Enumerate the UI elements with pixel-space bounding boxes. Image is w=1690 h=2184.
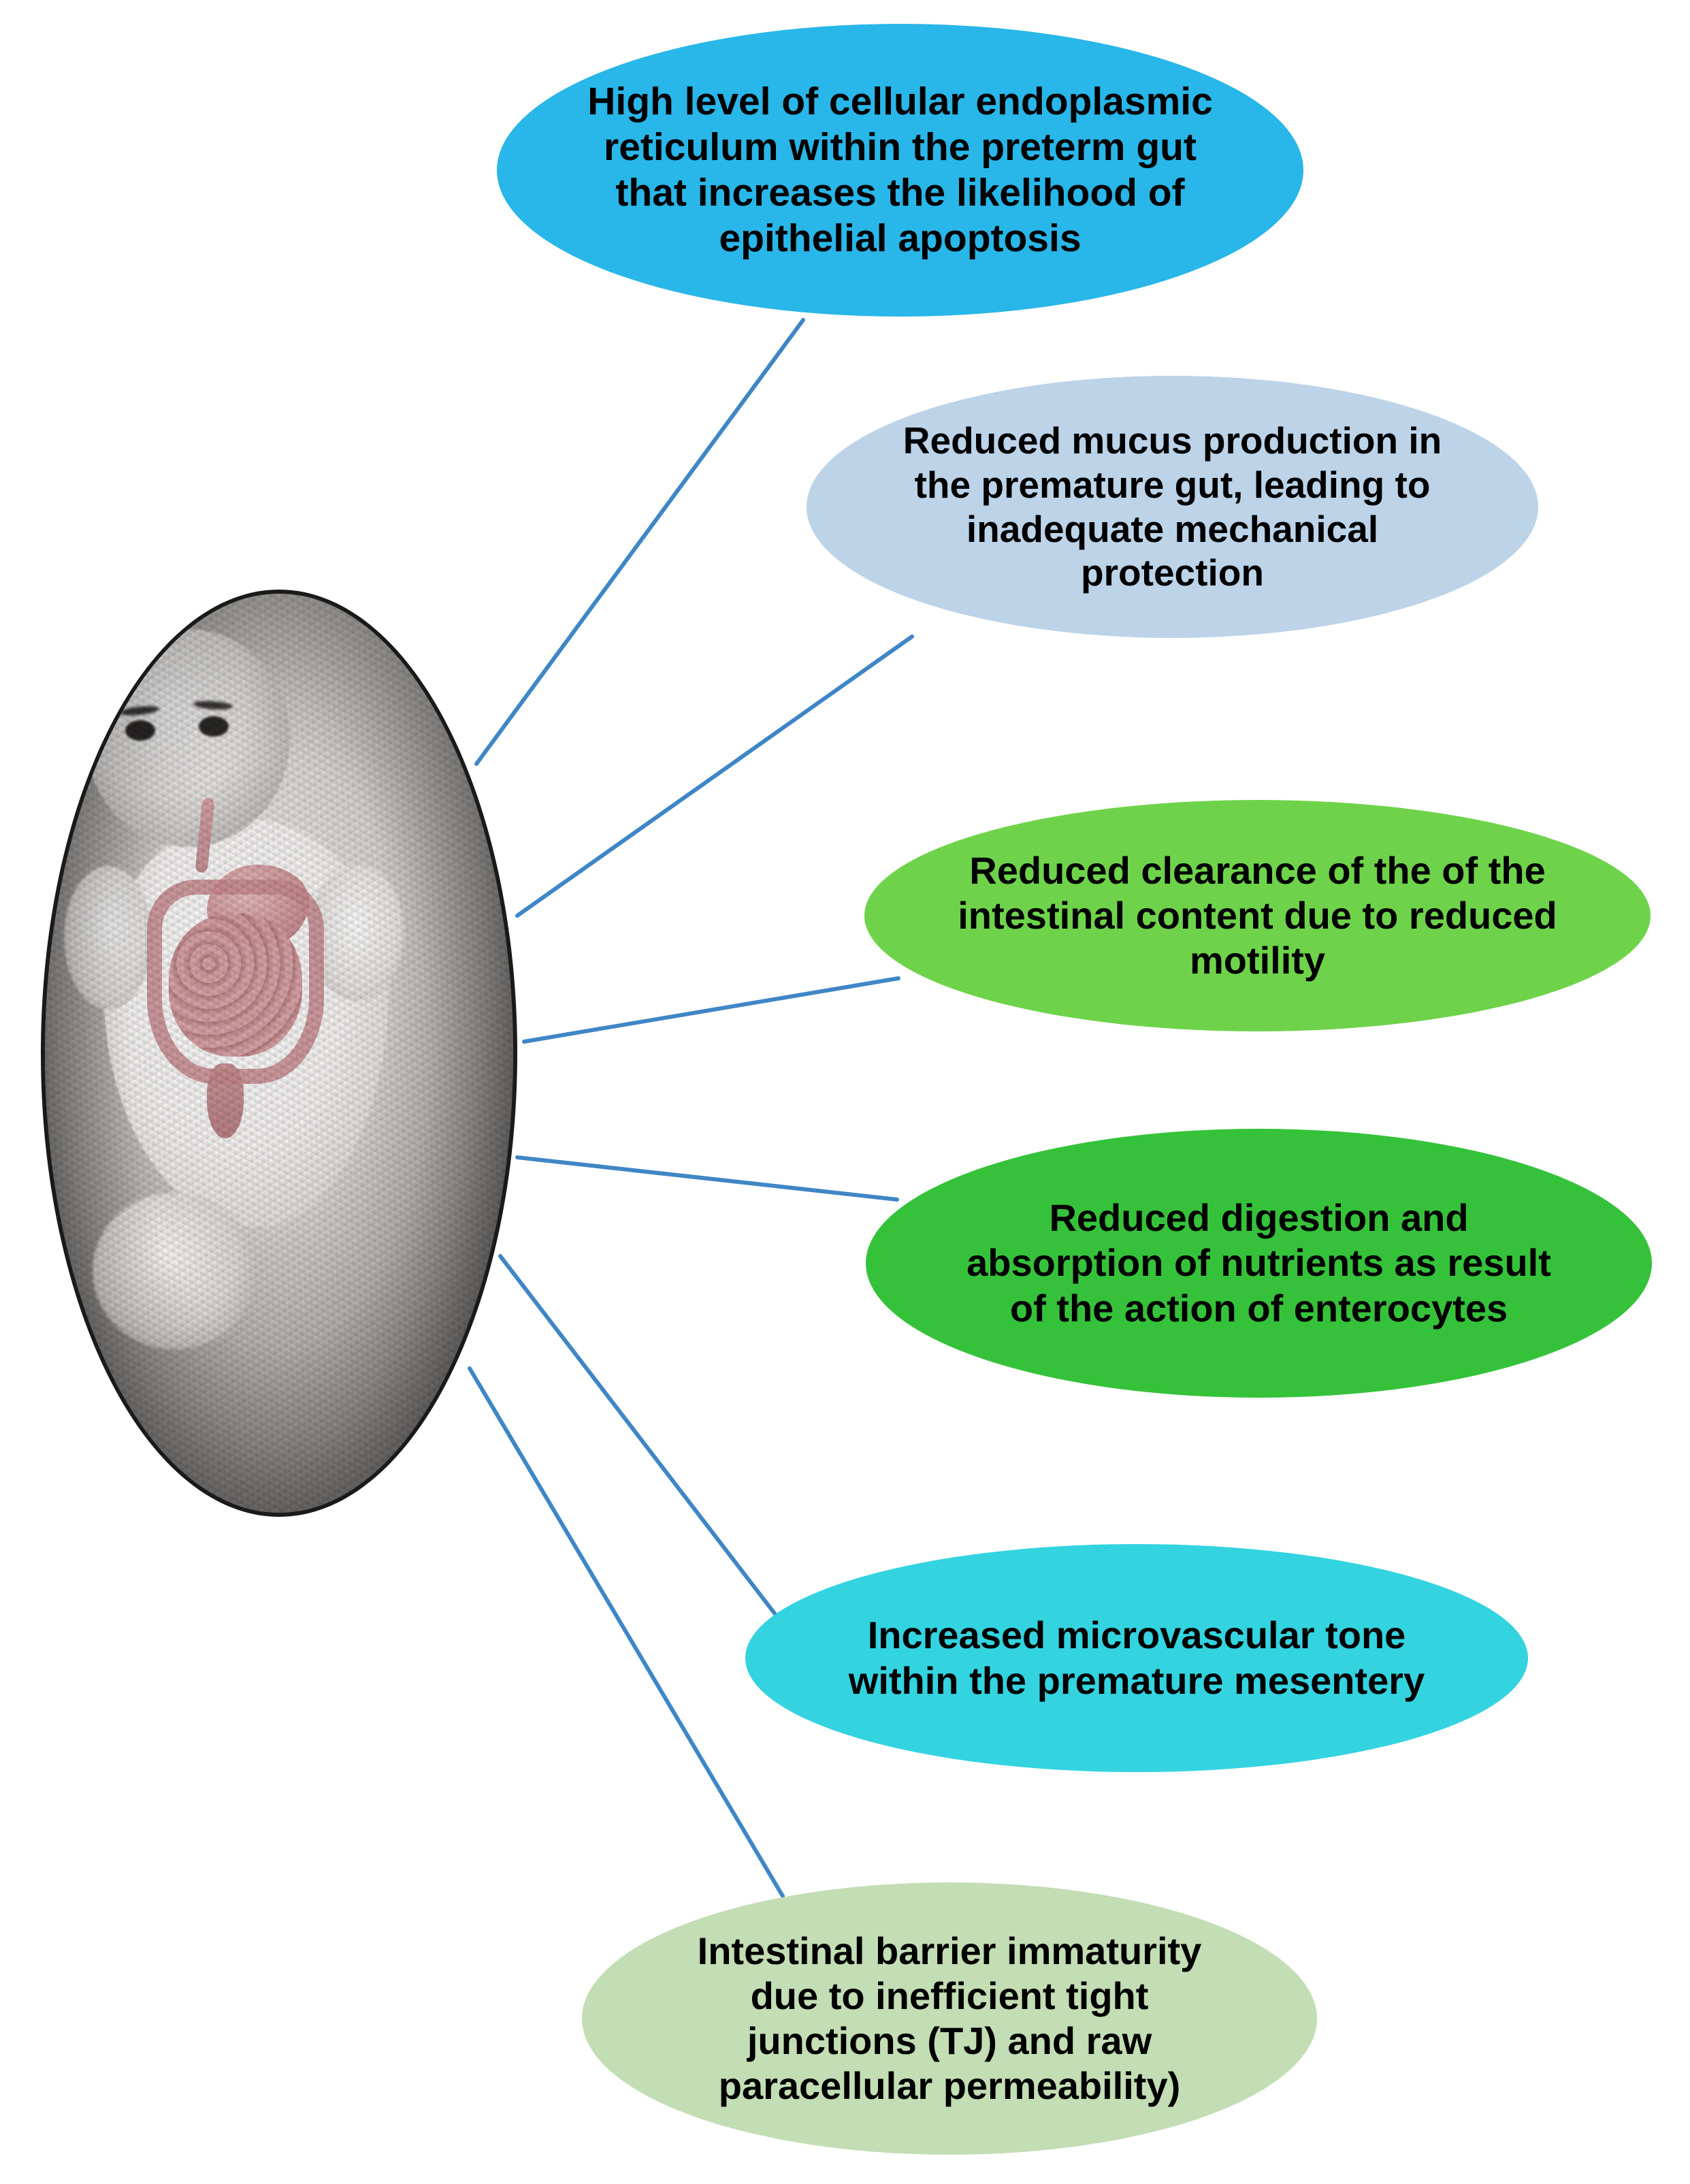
preterm-infant-image [41, 590, 517, 1517]
vignette-shading [45, 594, 513, 1513]
node-barrier-immaturity[interactable] [582, 1882, 1317, 2155]
node-mucus-production-label: Reduced mucus production in the premature gut, leading to inadequate mechanical protection [903, 419, 1442, 594]
node-digestion-absorption-label: Reduced digestion and absorption of nutrients as result of the action of enterocytes [966, 1196, 1551, 1330]
connector-microvascular-tone [500, 1256, 800, 1646]
node-microvascular-tone-label: Increased microvascular tone within the premature mesentery [848, 1613, 1425, 1702]
node-microvascular-tone[interactable] [745, 1544, 1528, 1772]
connector-mucus-production [517, 637, 912, 916]
node-er-apoptosis-label: High level of cellular endoplasmic reticulum within the preterm gut that increases the likelihood of epithelial apoptosis [587, 79, 1213, 261]
connector-intestinal-clearance [524, 978, 898, 1042]
connector-er-apoptosis [476, 320, 803, 764]
node-barrier-immaturity-label: Intestinal barrier immaturity due to inefficient tight junctions (TJ) and raw paracellular permeability) [697, 1929, 1202, 2108]
node-intestinal-clearance-label: Reduced clearance of the of the intestinal content due to reduced motility [958, 848, 1557, 982]
node-digestion-absorption[interactable] [866, 1129, 1652, 1398]
connector-digestion-absorption [517, 1157, 897, 1200]
node-mucus-production[interactable] [807, 376, 1538, 638]
node-intestinal-clearance[interactable] [864, 800, 1651, 1031]
connector-barrier-immaturity [470, 1368, 783, 1896]
node-er-apoptosis[interactable] [497, 24, 1303, 317]
